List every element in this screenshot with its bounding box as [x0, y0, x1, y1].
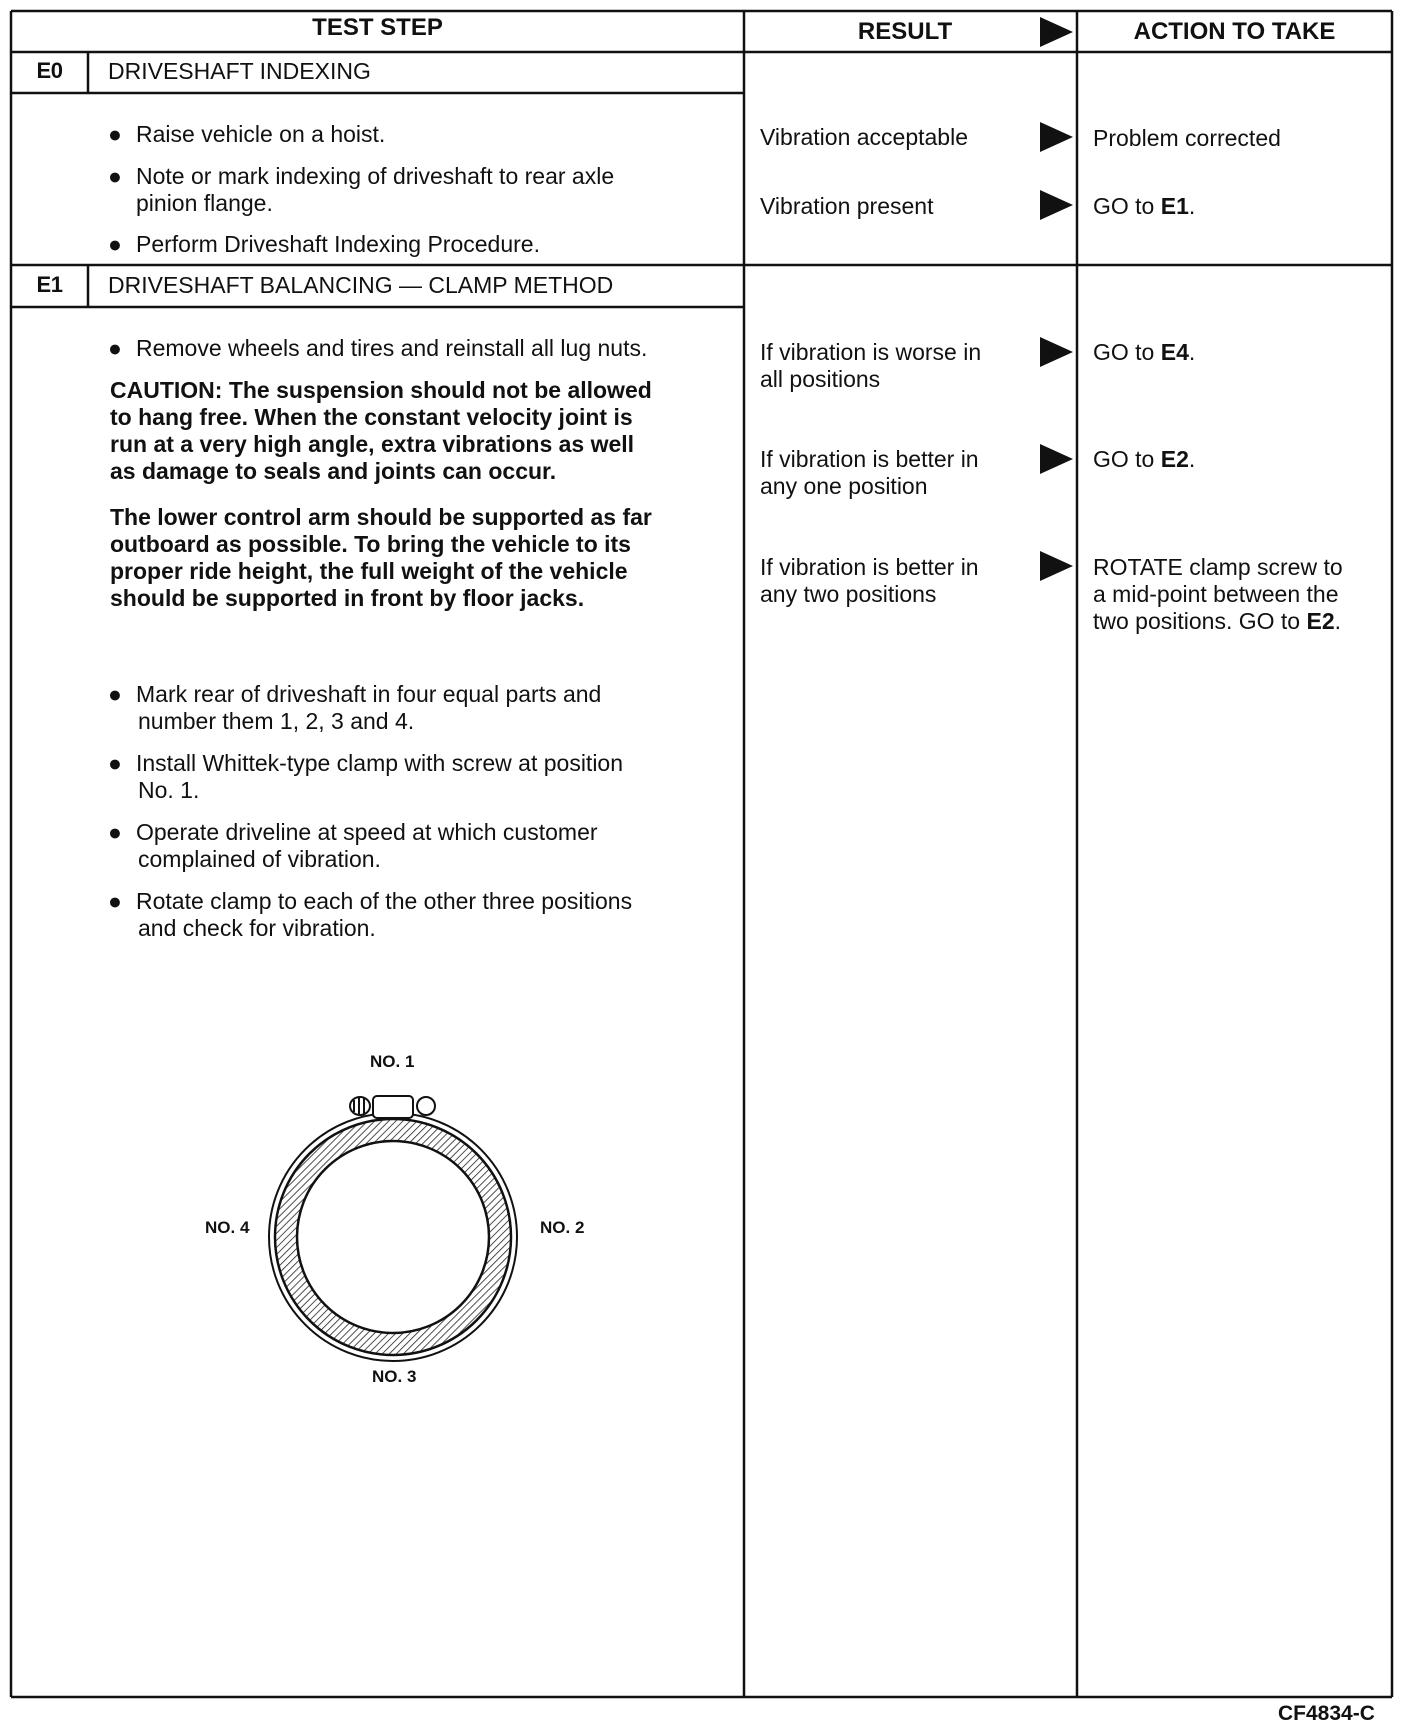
e1-step-rotate: ● Rotate clamp to each of the other three positions: [108, 888, 633, 914]
column-header-test-step: TEST STEP: [312, 14, 443, 41]
figure-code: CF4834-C: [1278, 1702, 1375, 1725]
e0-step-1: ● Raise vehicle on a hoist.: [108, 121, 386, 147]
e1-action-3-line1: ROTATE clamp screw to: [1093, 554, 1343, 580]
e1-step-install: ● Install Whittek-type clamp with screw at position: [108, 750, 624, 776]
e0-action-1: Problem corrected: [1093, 125, 1281, 151]
e0-result-1: Vibration acceptable: [760, 124, 968, 150]
caution-line-1: CAUTION: The suspension should not be allowed: [110, 377, 652, 403]
support-line-2: outboard as possible. To bring the vehicle to its: [110, 531, 631, 557]
caution-line-4: as damage to seals and joints can occur.: [110, 458, 557, 484]
caution-line-3: run at a very high angle, extra vibrations as well: [110, 431, 635, 457]
e0-result-2: Vibration present: [760, 193, 934, 219]
e1-step-remove-wheels: ● Remove wheels and tires and reinstall all lug nuts.: [108, 335, 648, 361]
e1-result-2-cont: any one position: [760, 473, 928, 499]
step-title-e1: DRIVESHAFT BALANCING — CLAMP METHOD: [108, 272, 614, 298]
e1-action-3-line2: a mid-point between the: [1093, 581, 1339, 607]
column-header-result: RESULT: [857, 18, 953, 45]
step-code-e1: E1: [36, 272, 63, 297]
e1-step-rotate-cont: and check for vibration.: [138, 915, 376, 941]
e1-action-1: GO to E4.: [1093, 339, 1196, 365]
e0-step-2-cont: pinion flange.: [136, 190, 273, 216]
e1-step-install-cont: No. 1.: [138, 777, 200, 803]
figure-label-no2: NO. 2: [540, 1218, 585, 1237]
support-line-4: should be supported in front by floor jacks.: [110, 585, 585, 611]
e0-step-3: ● Perform Driveshaft Indexing Procedure.: [108, 231, 540, 257]
figure-label-no3: NO. 3: [372, 1367, 417, 1386]
support-line-1: The lower control arm should be supported as far: [110, 504, 652, 530]
step-code-e0: E0: [36, 58, 63, 83]
caution-line-2: to hang free. When the constant velocity joint is: [110, 404, 633, 430]
e0-step-2: ● Note or mark indexing of driveshaft to rear axle: [108, 163, 615, 189]
figure-label-no4: NO. 4: [205, 1218, 250, 1237]
e1-step-operate: ● Operate driveline at speed at which customer: [108, 819, 598, 845]
e1-action-2: GO to E2.: [1093, 446, 1196, 472]
step-title-e0: DRIVESHAFT INDEXING: [108, 58, 371, 84]
e1-action-3-line3: two positions. GO to E2.: [1093, 608, 1342, 634]
e1-result-1-cont: all positions: [760, 366, 881, 392]
e0-action-2: GO to E1.: [1093, 193, 1196, 219]
e1-result-1: If vibration is worse in: [760, 339, 982, 365]
support-line-3: proper ride height, the full weight of the vehicle: [110, 558, 628, 584]
e1-step-mark: ● Mark rear of driveshaft in four equal parts and: [108, 681, 602, 707]
figure-label-no1: NO. 1: [370, 1052, 415, 1071]
e1-result-2: If vibration is better in: [760, 446, 979, 472]
e1-step-mark-cont: number them 1, 2, 3 and 4.: [138, 708, 415, 734]
e1-step-operate-cont: complained of vibration.: [138, 846, 381, 872]
e1-result-3: If vibration is better in: [760, 554, 979, 580]
e1-result-3-cont: any two positions: [760, 581, 937, 607]
column-header-action: ACTION TO TAKE: [1133, 18, 1336, 45]
